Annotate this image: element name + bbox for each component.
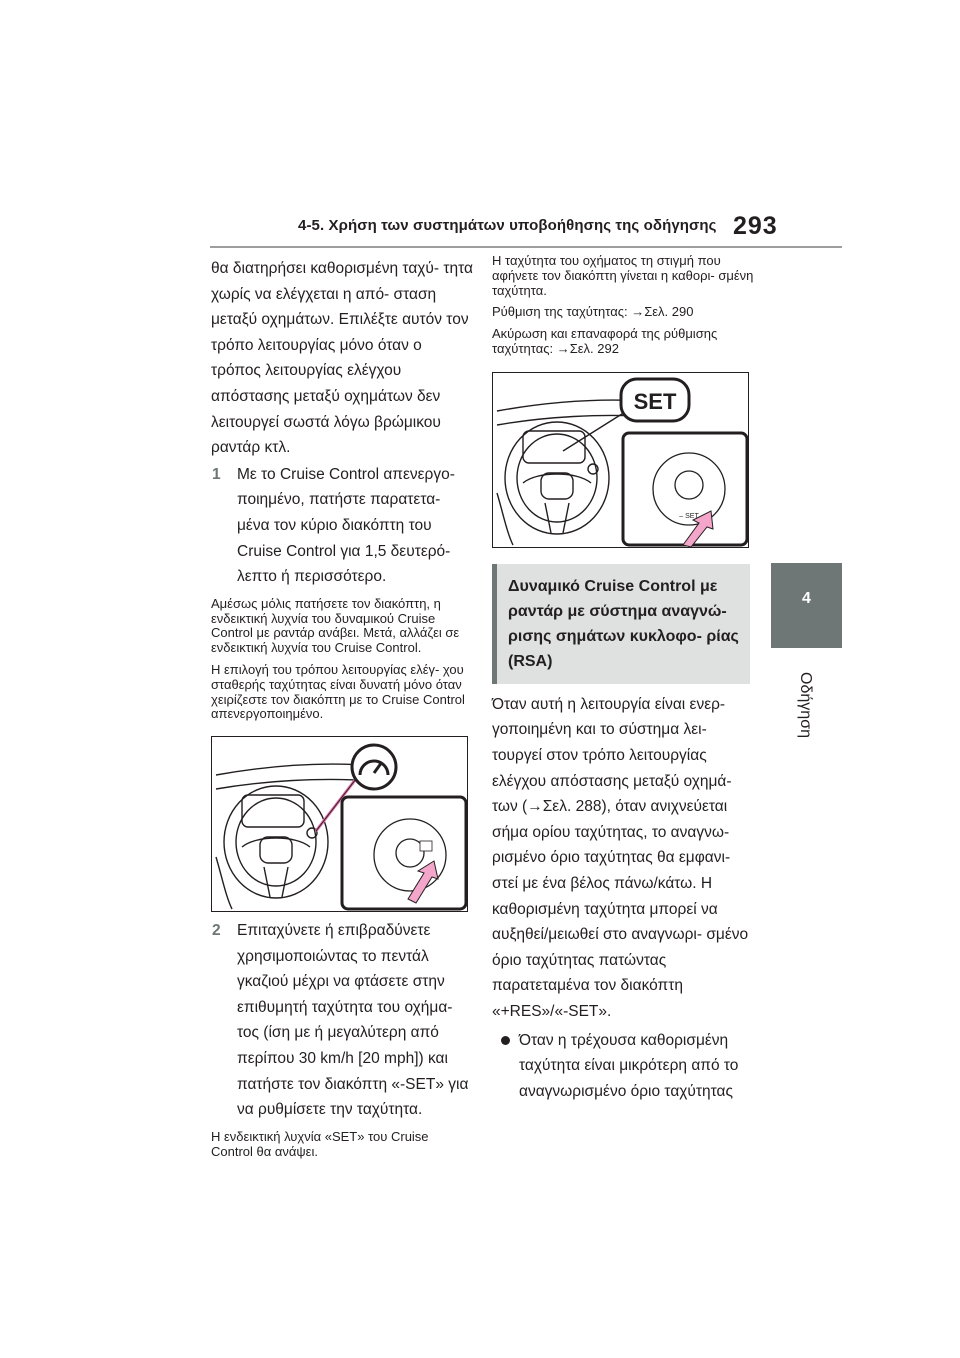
note-adjust-speed: Ρύθμιση της ταχύτητας: →Σελ. 290 — [492, 304, 694, 320]
step-text: Με το Cruise Control απενεργο- ποιημένο, πατήστε παρατετα- μένα τον κύριο διακόπτη του Cruise Control για 1,5 δευτερό- λεπτο ή περισσότερο. — [237, 465, 455, 586]
chapter-label: Οδήγηση — [797, 672, 814, 738]
note-cancel-resume: Ακύρωση και επαναφορά της ρύθμισης ταχύτητας: →Σελ. 292 — [492, 326, 718, 356]
section-header-rsa — [492, 564, 750, 684]
set-label: SET — [633, 388, 677, 414]
step-1 — [211, 462, 473, 590]
step-2 — [211, 918, 473, 1123]
header-title: 4-5. Χρήση των συστημάτων υποβοήθησης της οδήγησης — [298, 217, 717, 234]
left-column — [211, 256, 473, 1159]
set-small-label: – SET — [679, 512, 699, 520]
bullet-text: Όταν η τρέχουσα καθορισμένη ταχύτητα είναι μικρότερη από το αναγνωρισμένο όριο ταχύτητας — [519, 1031, 739, 1100]
right-column — [492, 254, 754, 1104]
note-mode-selection: Η επιλογή του τρόπου λειτουργίας ελέγ- χου σταθερής ταχύτητας είναι δυνατή μόνο όταν χειρίζεστε τον διακόπτη με το Cruise Control απενεργοποιημένο. — [211, 661, 465, 722]
step-number: 2 — [212, 922, 221, 940]
bullet-dot — [501, 1036, 510, 1045]
header-rule — [210, 246, 842, 248]
section-heading: Δυναμικό Cruise Control με ραντάρ με σύστημα αναγνώ- ρισης σημάτων κυκλοφο- ρίας (RSA) — [508, 577, 739, 670]
note-indicator-switch: Αμέσως μόλις πατήσετε τον διακόπτη, η ενδεικτική λυχνία του δυναμικού Cruise Control με ραντάρ ανάβει. Μετά, αλλάζει σε ενδεικτική λυχνία του Cruise Control. — [211, 595, 460, 656]
note-set-indicator: Η ενδεικτική λυχνία «SET» του Cruise Control θα ανάψει. — [211, 1128, 429, 1159]
rsa-body-paragraph: Όταν αυτή η λειτουργία είναι ενερ- γοποιημένη και το σύστημα λει- τουργεί στον τρόπο λειτουργίας ελέγχου απόστασης μεταξύ οχημά- των (→Σελ. 288), όταν ανιχνεύεται σήμα ορίου ταχύτητας, το αναγνω- ρισμένο όριο ταχύτητας θα εμφανι- στεί με ένα βέλος πάνω/κάτω. Η καθορισμένη ταχύτητα μπορεί να αυξηθεί/μειωθεί στο αναγνωρι- σμένο όριο ταχύτητας πατώντας παρατεταμένα τον διακόπτη «+RES»/«-SET». — [492, 695, 749, 1020]
note-set-speed: Η ταχύτητα του οχήματος τη στιγμή που αφήνετε τον διακόπτη γίνεται η καθορι- σμένη ταχύτητα. — [492, 253, 754, 298]
chapter-tab[interactable] — [771, 563, 842, 648]
figure-main-switch — [211, 736, 468, 912]
bullet-item — [492, 1028, 754, 1105]
figure-set-switch — [492, 372, 749, 548]
chapter-number: 4 — [802, 590, 811, 607]
intro-paragraph: θα διατηρήσει καθορισμένη ταχύ- τητα χωρίς να ελέγχεται η από- σταση μεταξύ οχημάτων. Επιλέξτε αυτόν τον τρόπο λειτουργίας μόνο όταν ο τρόπος λειτουργίας ελέγχου απόστασης μεταξύ οχημάτων δεν λειτουργεί σωστά λόγω βρώμικου ραντάρ κτλ. — [211, 260, 473, 457]
step-text: Επιταχύνετε ή επιβραδύνετε χρησιμοποιώντας το πεντάλ γκαζιού μέχρι να φτάσετε στην επιθυμητή ταχύτητα του οχήμα- τος (ίση με ή μεγαλύτερη από περίπου 30 km/h [20 mph]) και πατήστε τον διακόπτη «-SET» για να ρυθμίσετε την ταχύτητα. — [237, 922, 469, 1119]
step-number: 1 — [212, 465, 221, 483]
page-number: 293 — [733, 212, 778, 240]
